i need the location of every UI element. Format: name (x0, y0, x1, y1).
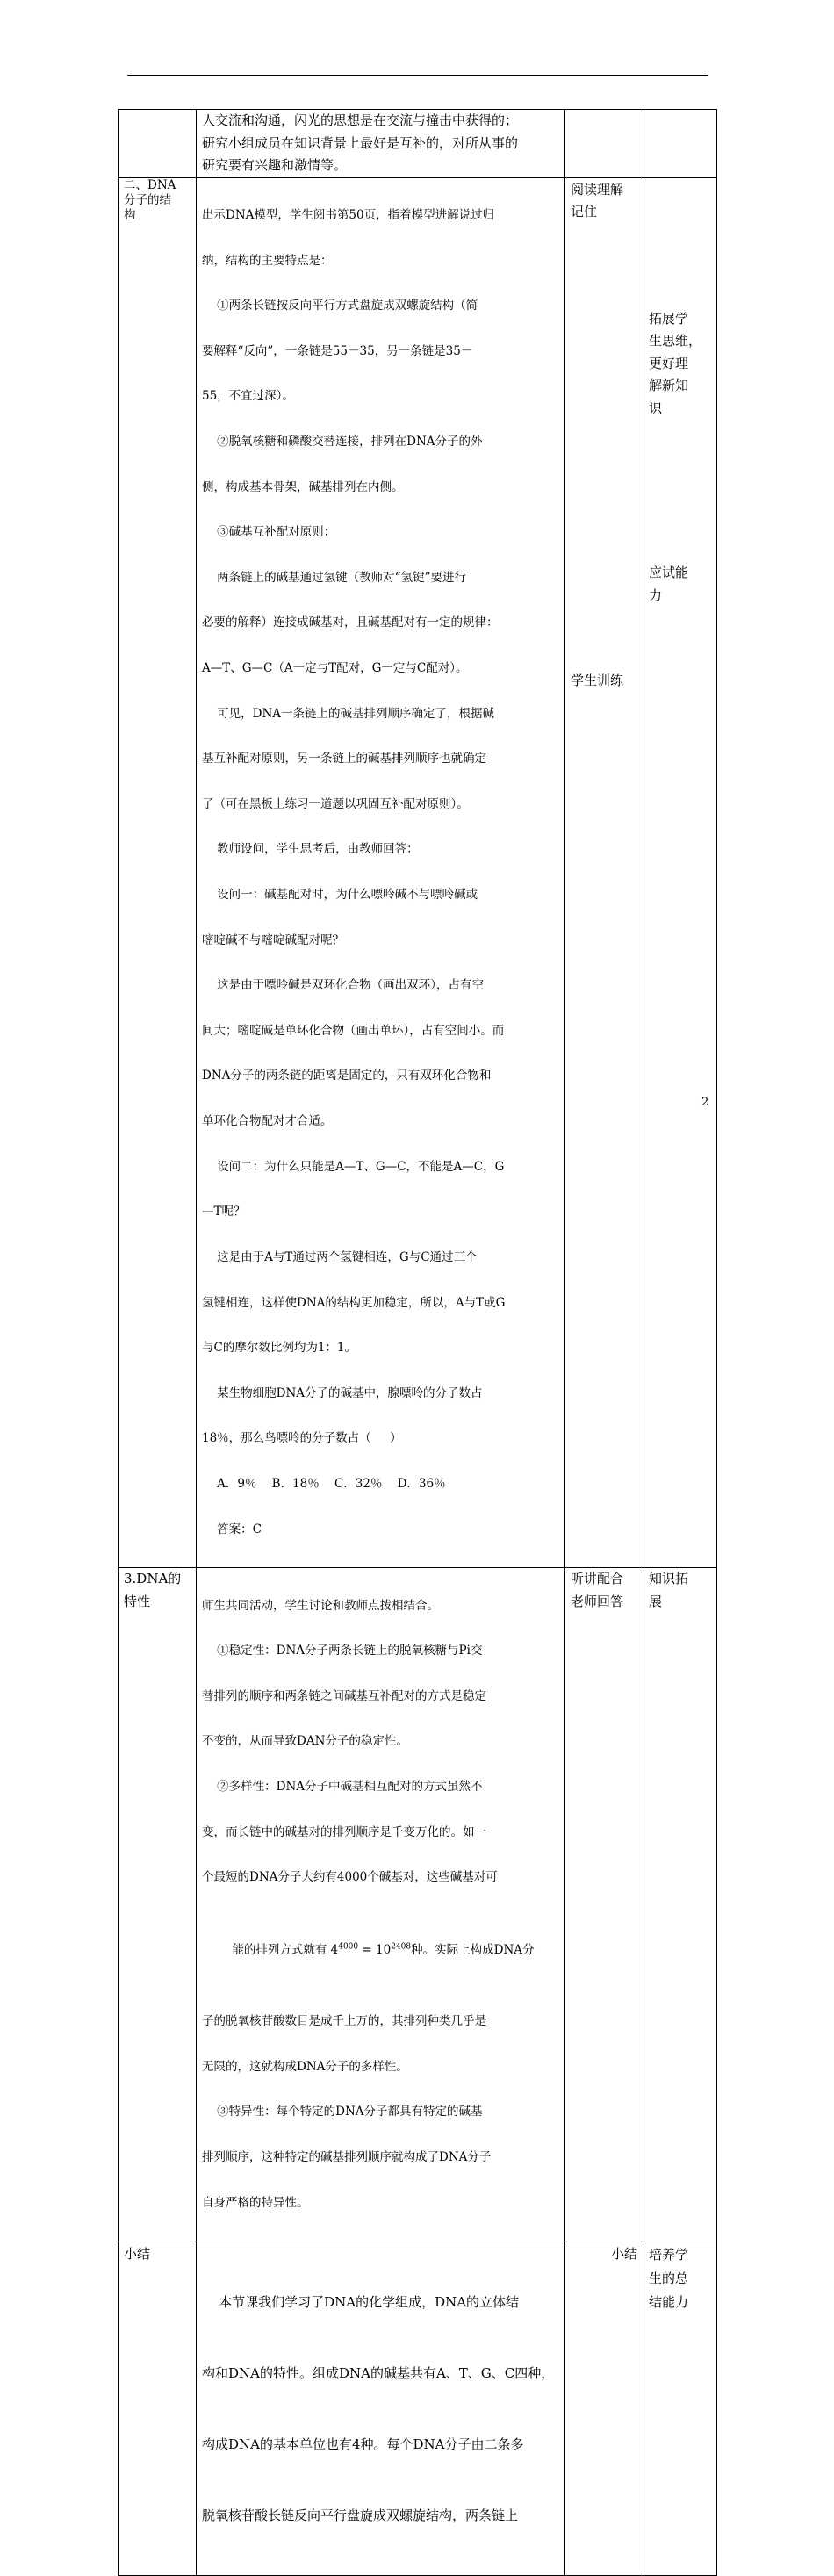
row1-col4 (643, 110, 717, 178)
text-line: 侧，构成基本骨架，碱基排列在内侧。 (202, 479, 404, 494)
formula-base: 10 (376, 1942, 392, 1957)
formula-exponent: 2408 (391, 1942, 412, 1952)
text-line: 特性 (124, 1593, 151, 1609)
text-line: 听讲配合 (571, 1571, 624, 1587)
text-line: 与C的摩尔数比例均为1：1。 (202, 1341, 357, 1356)
row4-student-activity (565, 2241, 643, 2576)
text-line: 更好理 (649, 355, 689, 371)
text-line: 55，不宜过深）。 (202, 389, 294, 404)
row4-design-intent (643, 2241, 717, 2576)
text-line: 记住 (571, 204, 598, 219)
text-line: 小结 (124, 2246, 151, 2263)
text-line: 子的脱氧核苷酸数目是成千上万的，其排列种类几乎是 (202, 2014, 486, 2029)
text-line: 应试能 (649, 565, 689, 580)
row1-col3 (565, 110, 643, 178)
text-line: 了（可在黑板上练习一道题以巩固互补配对原则）。 (202, 796, 469, 811)
text-line: 氢键相连，这样使DNA的结构更加稳定，所以，A与T或G (202, 1295, 506, 1310)
lesson-plan-table (118, 109, 717, 2576)
text-line: 这是由于嘌呤碱是双环化合物（画出双环），占有空 (202, 978, 484, 993)
text-line: 研究小组成员在知识背景上最好是互补的，对所从事的 (202, 134, 519, 151)
formula-equals: = (358, 1942, 377, 1957)
text-line: 分子的结 (124, 192, 171, 207)
text-line: 人交流和沟通，闪光的思想是在交流与撞击中获得的； (202, 112, 519, 128)
text-line: A—T、G—C（A一定与T配对，G一定与C配对）。 (202, 661, 468, 675)
row4-content (197, 2241, 565, 2576)
row3-content (197, 1568, 565, 2241)
text-line: 知识拓 (649, 1571, 689, 1587)
text-line: 学生训练 (571, 672, 624, 688)
formula-line (202, 1916, 559, 1984)
text-line: 基互补配对原则，另一条链上的碱基排列顺序也就确定 (202, 752, 486, 766)
row2-section-title (119, 177, 197, 1568)
text-line: 解新知 (649, 378, 689, 393)
text-line: 纳，结构的主要特点是： (202, 253, 333, 268)
text-line: 展 (649, 1593, 663, 1609)
text-line: 单环化合物配对才合适。 (202, 1114, 333, 1129)
text-line: 师生共同活动，学生讨论和教师点拨相结合。 (202, 1598, 439, 1613)
text-line: 排列顺序，这种特定的碱基排列顺序就构成了DNA分子 (202, 2150, 492, 2165)
row4-section-title (119, 2241, 197, 2576)
formula-base: 4 (330, 1942, 339, 1957)
text-line: 要解释“反向”，一条链是55－35，另一条链是35－ (202, 343, 473, 358)
formula-suffix: 种。实际上构成DNA分 (411, 1942, 535, 1957)
text-line: 必要的解释）连接成碱基对，且碱基配对有一定的规律： (202, 615, 499, 630)
text-line: 二、DNA (124, 177, 176, 192)
text-line: 阅读理解 (571, 181, 624, 198)
table-row (119, 1568, 717, 2241)
text-line: 老师回答 (571, 1593, 624, 1609)
row2-design-intent (643, 177, 717, 1568)
text-line: 构和DNA的特性。组成DNA的碱基共有A、T、G、C四种， (202, 2365, 555, 2382)
text-line: 生的总 (649, 2270, 689, 2287)
text-line: ①两条长链按反向平行方式盘旋成双螺旋结构（简 (202, 299, 478, 313)
table-row (119, 177, 717, 1568)
text-line: 变，而长链中的碱基对的排列顺序是千变万化的。如一 (202, 1824, 486, 1839)
text-line: 这是由于A与T通过两个氢键相连，G与C通过三个 (202, 1249, 478, 1264)
text-line: 脱氧核苷酸长链反向平行盘旋成双螺旋结构，两条链上 (202, 2508, 519, 2524)
row1-content (197, 110, 565, 178)
text-line: 不变的，从而导致DAN分子的稳定性。 (202, 1734, 408, 1749)
text-line: 个最短的DNA分子大约有4000个碱基对，这些碱基对可 (202, 1870, 498, 1885)
text-line: 设问二：为什么只能是A—T、G—C，不能是A—C，G (202, 1159, 505, 1174)
page-number: 2 (701, 1096, 709, 1109)
row2-content (197, 177, 565, 1568)
text-line: 力 (649, 586, 663, 603)
header-rule (127, 75, 708, 76)
row2-student-activity (565, 177, 643, 1568)
row1-col1 (119, 110, 197, 178)
formula-prefix: 能的排列方式就有 (232, 1942, 331, 1957)
row3-design-intent (643, 1568, 717, 2241)
text-line: 替排列的顺序和两条链之间碱基互补配对的方式是稳定 (202, 1688, 486, 1703)
text-line: 生思维， (649, 333, 702, 349)
text-line: ②多样性：DNA分子中碱基相互配对的方式虽然不 (202, 1780, 483, 1795)
text-line: 构 (124, 207, 136, 222)
text-line: ②脱氧核糖和磷酸交替连接，排列在DNA分子的外 (202, 434, 483, 449)
text-line: 教师设问，学生思考后，由教师回答： (202, 842, 419, 857)
text-line: 结能力 (649, 2294, 689, 2311)
text-line: 3.DNA的 (124, 1571, 182, 1587)
text-line: 两条链上的碱基通过氢键（教师对“氢键”要进行 (202, 570, 466, 585)
text-line: 识 (649, 399, 663, 416)
text-line: 小结 (610, 2246, 637, 2263)
text-line: 间大；嘧啶碱是单环化合物（画出单环），占有空间小。而 (202, 1023, 505, 1038)
text-line: DNA分子的两条链的距离是固定的，只有双环化合物和 (202, 1069, 492, 1083)
text-line: 18％，那么鸟嘌呤的分子数占（ ） (202, 1431, 402, 1446)
text-line: 研究要有兴趣和激情等。 (202, 157, 348, 173)
text-line: ③特异性：每个特定的DNA分子都具有特定的碱基 (202, 2105, 483, 2119)
text-line: 某生物细胞DNA分子的碱基中，腺嘌呤的分子数占 (202, 1385, 483, 1400)
table-row (119, 110, 717, 178)
text-line: 自身严格的特异性。 (202, 2195, 309, 2210)
text-line: 拓展学 (649, 310, 689, 327)
text-line: 本节课我们学习了DNA的化学组成，DNA的立体结 (202, 2294, 520, 2311)
formula-exponent: 4000 (338, 1942, 359, 1952)
text-line: —T呢？ (202, 1205, 246, 1220)
text-line: ③碱基互补配对原则： (202, 525, 336, 540)
text-line: 无限的，这就构成DNA分子的多样性。 (202, 2059, 408, 2074)
text-line: 可见，DNA一条链上的碱基排列顺序确定了，根据碱 (202, 706, 495, 721)
text-line: 培养学 (649, 2247, 689, 2263)
row3-student-activity (565, 1568, 643, 2241)
row3-section-title (119, 1568, 197, 2241)
text-line: 构成DNA的基本单位也有4种。每个DNA分子由二条多 (202, 2436, 524, 2453)
text-line: 答案：C (202, 1522, 262, 1536)
table-row (119, 2241, 717, 2576)
text-line: 出示DNA模型，学生阅书第50页，指着模型进解说过归 (202, 207, 495, 222)
text-line: 嘧啶碱不与嘧啶碱配对呢？ (202, 932, 344, 947)
text-line: ①稳定性：DNA分子两条长链上的脱氧核糖与Pi交 (202, 1644, 483, 1659)
text-line: 设问一：碱基配对时，为什么嘌呤碱不与嘌呤碱或 (202, 888, 478, 903)
text-line: A．9％ B．18％ C．32％ D．36％ (202, 1476, 446, 1491)
